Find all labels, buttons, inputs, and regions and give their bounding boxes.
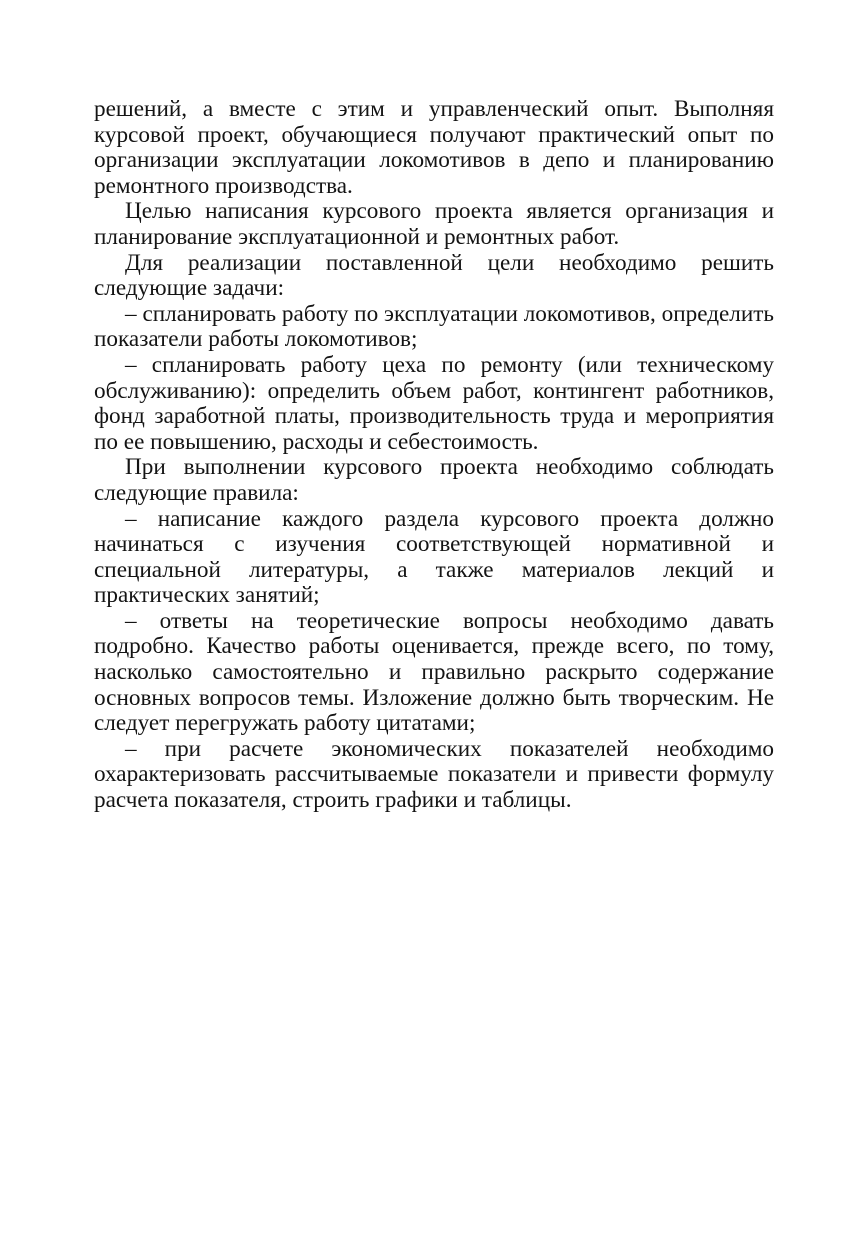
paragraph-tasks-intro: Для реализации поставленной цели необходимо решить следующие задачи:: [94, 249, 774, 302]
list-item-task-1: – спланировать работу по эксплуатации локомотивов, определить показатели работы локомотивов;: [94, 300, 774, 353]
list-item-task-2: – спланировать работу цеха по ремонту (или техническому обслуживанию): определить объем работ, контингент работников, фонд заработной платы, производительность труда и мероприятия по ее повышению, расходы и себестоимость.: [94, 351, 774, 455]
list-item-rule-2: – ответы на теоретические вопросы необходимо давать подробно. Качество работы оценивается, прежде всего, по тому, насколько самостоятельно и правильно раскрыто содержание основных вопросов темы. Изложение должно быть творческим. Не следует перегружать работу цитатами;: [94, 607, 774, 737]
document-page: [94, 97, 774, 814]
paragraph-goal: Целью написания курсового проекта является организация и планирование эксплуатационной и ремонтных работ.: [94, 198, 774, 250]
paragraph-rules-intro: При выполнении курсового проекта необходимо соблюдать следующие правила:: [94, 454, 774, 506]
paragraph-continuation: решений, а вместе с этим и управленческий опыт. Выполняя курсовой проект, обучающиеся получают практический опыт по организации эксплуатации локомотивов в депо и планированию ремонтного производства.: [94, 96, 774, 199]
list-item-rule-3: – при расчете экономических показателей необходимо охарактеризовать рассчитываемые показатели и привести формулу расчета показателя, строить графики и таблицы.: [94, 735, 774, 814]
list-item-rule-1: – написание каждого раздела курсового проекта должно начинаться с изучения соответствующей нормативной и специальной литературы, а также материалов лекций и практических занятий;: [94, 505, 774, 609]
